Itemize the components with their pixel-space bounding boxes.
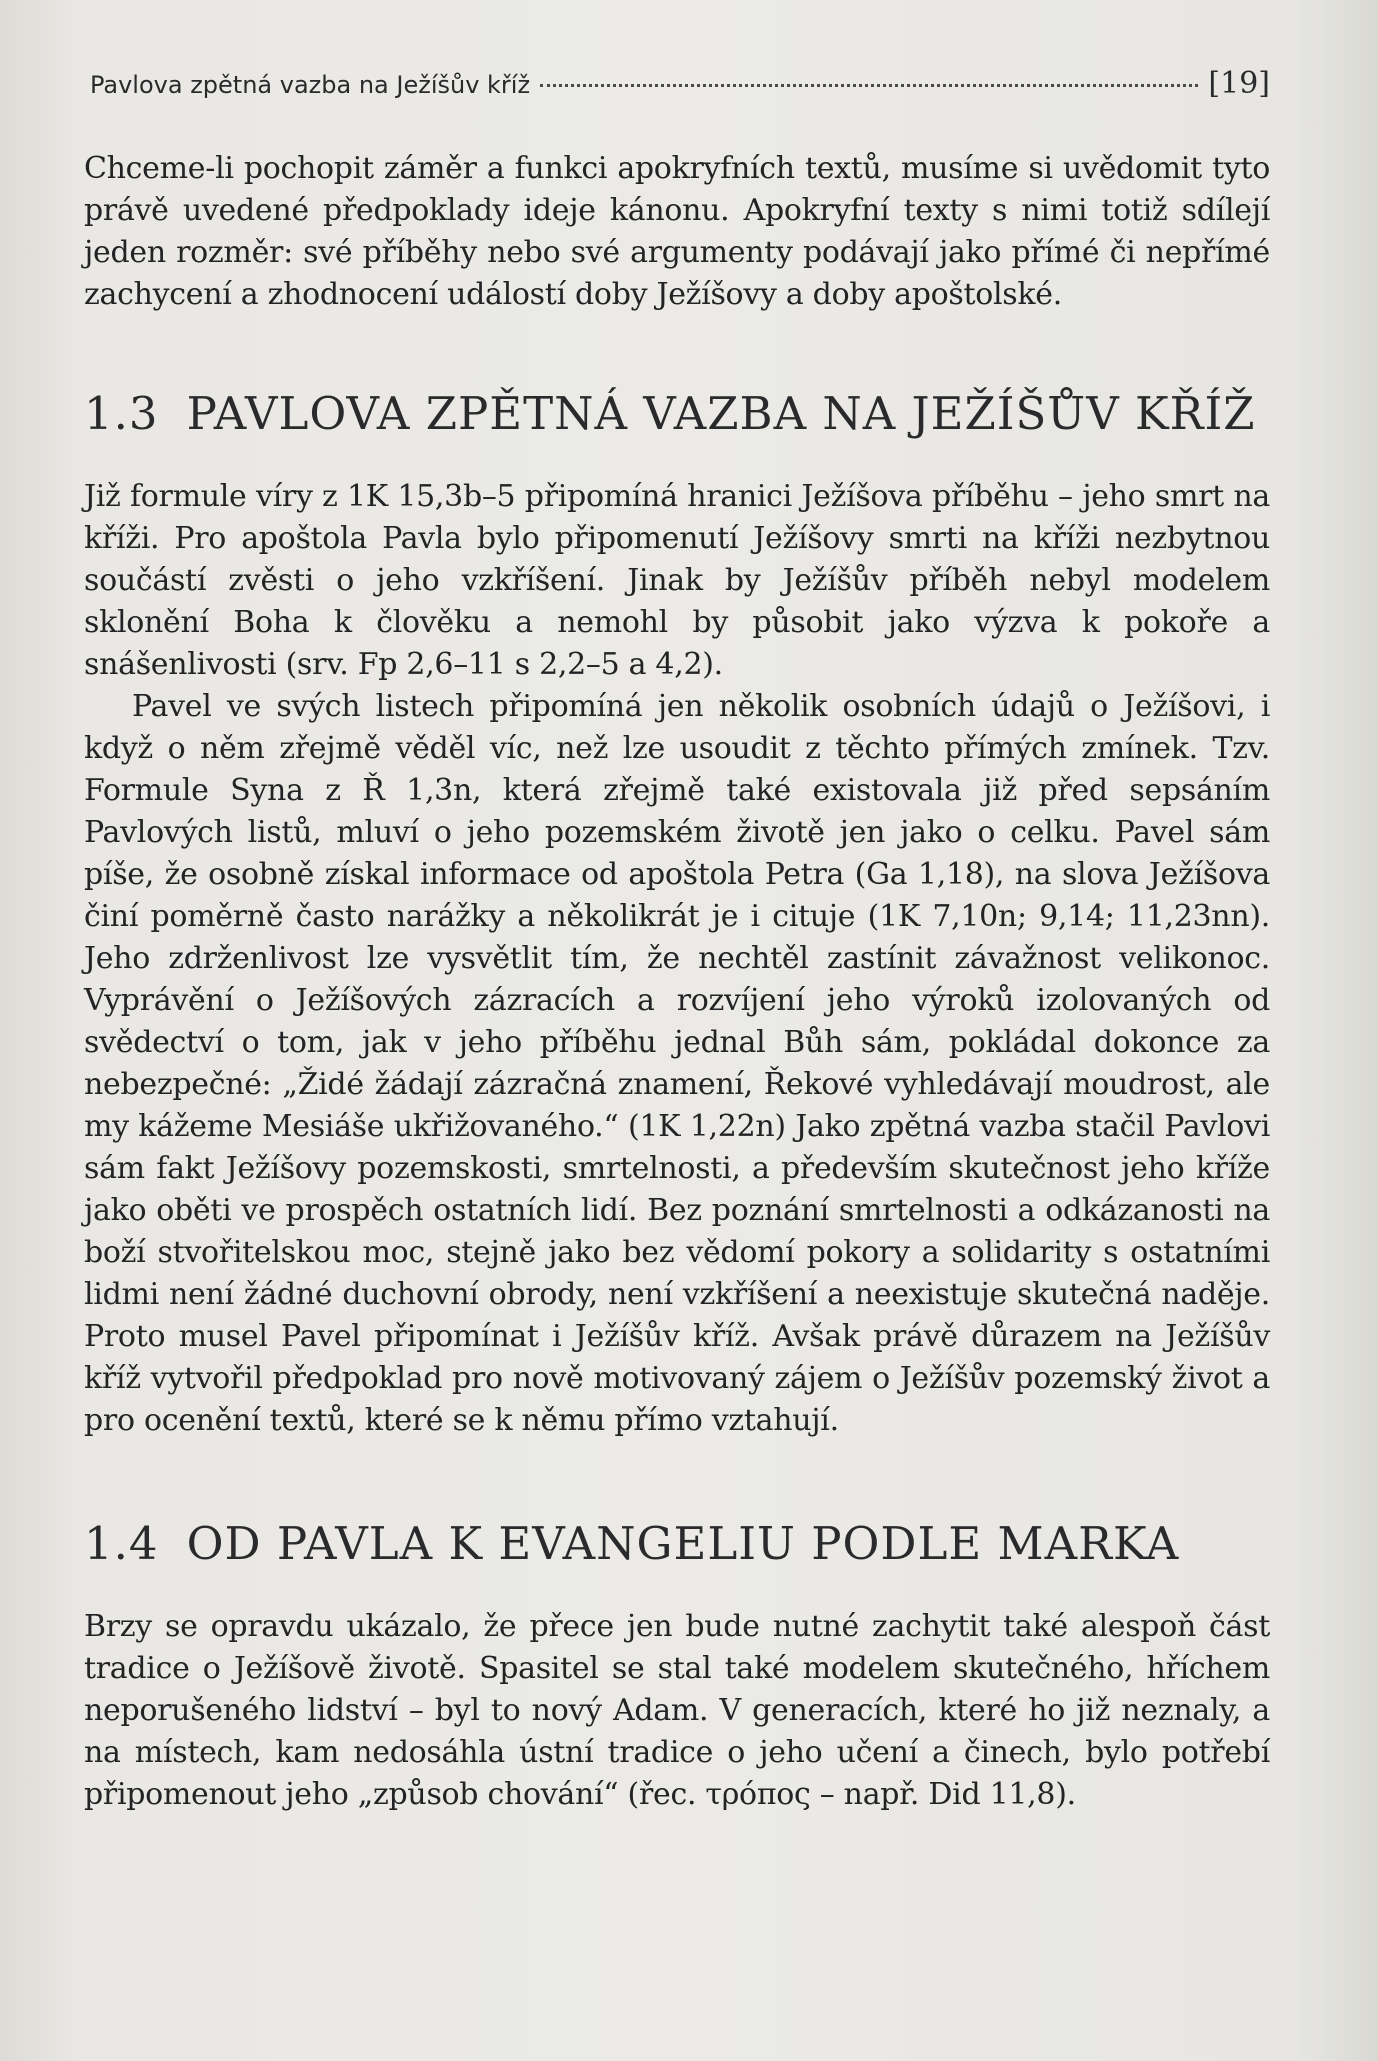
section-title: PAVLOVA ZPĚTNÁ VAZBA NA JEŽÍŠŮV KŘÍŽ <box>186 387 1256 440</box>
section-heading-1-4 <box>84 1516 1270 1572</box>
section-body-1-4 <box>84 1606 1270 1816</box>
paragraph: Pavel ve svých listech připomíná jen několik osobních údajů o Ježíšovi, i když o něm zřejmě věděl víc, než lze usoudit z těchto přímých zmínek. Tzv. Formule Syna z Ř 1,3n, která zřejmě také existovala již před sepsáním Pavlových listů, mluví o jeho pozemském životě jen jako o celku. Pavel sám píše, že osobně získal informace od apoštola Petra (Ga 1,18), na slova Ježíšova činí poměrně často narážky a několikrát je i cituje (1K 7,10n; 9,14; 11,23nn). Jeho zdrženlivost lze vysvětlit tím, že nechtěl zastínit závažnost velikonoc. Vyprávění o Ježíšových zázracích a rozvíjení jeho výroků izolovaných od svědectví o tom, jak v jeho příběhu jednal Bůh sám, pokládal dokonce za nebezpečné: „Židé žádají zázračná znamení, Řekové vyhledávají moudrost, ale my kážeme Mesiáše ukřižovaného.“ (1K 1,22n) Jako zpětná vazba stačil Pavlovi sám fakt Ježíšovy pozemskosti, smrtelnosti, a především skutečnost jeho kříže jako oběti ve prospěch ostatních lidí. Bez poznání smrtelnosti a odkázanosti na boží stvořitelskou moc, stejně jako bez vědomí pokory a solidarity s ostatními lidmi není žádné duchovní obrody, není vzkříšení a neexistuje skutečná naděje. Proto musel Pavel připomínat i Ježíšův kříž. Avšak právě důrazem na Ježíšův kříž vytvořil předpoklad pro nově motivovaný zájem o Ježíšův pozemský život a pro ocenění textů, které se k němu přímo vztahují. <box>84 689 1270 1438</box>
page-body <box>84 148 1270 1816</box>
dot-leader <box>540 84 1198 87</box>
running-head-title: Pavlova zpětná vazba na Ježíšův kříž <box>90 71 531 99</box>
section-number: 1.4 <box>84 1517 159 1570</box>
intro-paragraph: Chceme-li pochopit záměr a funkci apokryfních textů, musíme si uvědomit tyto právě uvedené předpoklady ideje kánonu. Apokryfní texty s nimi totiž sdílejí jeden rozměr: své příběhy nebo své argumenty podávají jako přímé či nepřímé zachycení a zhodnocení událostí doby Ježíšovy a doby apoštolské. <box>84 151 1270 312</box>
page-number: [19] <box>1208 66 1270 101</box>
section-number: 1.3 <box>84 387 159 440</box>
section-body-1-3 <box>84 476 1270 1442</box>
paragraph: Již formule víry z 1K 15,3b–5 připomíná hranici Ježíšova příběhu – jeho smrt na kříži. Pro apoštola Pavla bylo připomenutí Ježíšovy smrti na kříži nezbytnou součástí zvěsti o jeho vzkříšení. Jinak by Ježíšův příběh nebyl modelem sklonění Boha k člověku a nemohl by působit jako výzva k pokoře a snášenlivosti (srv. Fp 2,6–11 s 2,2–5 a 4,2). <box>84 479 1270 682</box>
paragraph: Brzy se opravdu ukázalo, že přece jen bude nutné zachytit také alespoň část tradice o Ježíšově životě. Spasitel se stal také modelem skutečného, hříchem neporušeného lidství – byl to nový Adam. V generacích, které ho již neznaly, a na místech, kam nedosáhla ústní tradice o jeho učení a činech, bylo potřebí připomenout jeho „způsob chování“ (řec. τρόπος – např. Did 11,8). <box>84 1609 1270 1812</box>
section-title: OD PAVLA K EVANGELIU PODLE MARKA <box>186 1517 1180 1570</box>
section-heading-1-3 <box>84 386 1270 442</box>
running-head <box>90 66 1270 101</box>
